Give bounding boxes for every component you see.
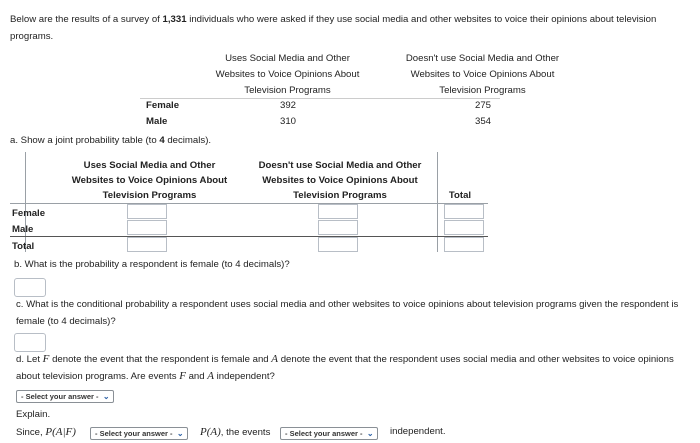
- intro-text: Below are the results of a survey of 1,331 individuals who were asked if they use social media and other websites to voice their opinions about television programs.: [10, 14, 657, 42]
- chevron-down-icon: ⌄: [102, 392, 110, 401]
- joint-row-label-female: Female: [12, 208, 46, 219]
- part-b-answer-input[interactable]: [14, 278, 46, 297]
- joint-input-total-not-uses[interactable]: [318, 237, 358, 252]
- joint-total-row-divider: [10, 236, 488, 237]
- joint-header-total: Total: [448, 190, 472, 201]
- joint-row-label-male: Male: [12, 224, 34, 235]
- p-a-given-f: P(A|F): [45, 426, 76, 438]
- chevron-down-icon: ⌄: [176, 429, 184, 438]
- survey-cell-male-uses: 310: [279, 116, 296, 127]
- events-independence-select[interactable]: - Select your answer - ⌄: [280, 427, 378, 440]
- joint-total-divider: [437, 152, 438, 252]
- survey-count: 1,331: [162, 14, 187, 25]
- part-c-prompt: c. What is the conditional probability a respondent uses social media and other websites to voice opinions about television programs given the respondent is female (to 4 decimals)?: [16, 299, 679, 327]
- survey-cell-female-uses: 392: [279, 100, 296, 111]
- joint-input-female-not-uses[interactable]: [318, 204, 358, 219]
- survey-cell-male-not-uses: 354: [474, 116, 491, 127]
- survey-header-uses: Uses Social Media and Other Websites to Voice Opinions About Television Programs: [215, 53, 360, 96]
- survey-header-divider: [140, 98, 500, 99]
- joint-input-male-not-uses[interactable]: [318, 220, 358, 235]
- independent-label: independent.: [390, 426, 446, 437]
- part-a-prompt: a. Show a joint probability table (to 4 decimals).: [10, 135, 212, 146]
- joint-input-total-uses[interactable]: [127, 237, 167, 252]
- joint-row-label-total: Total: [12, 241, 35, 252]
- joint-header-uses: Uses Social Media and Other Websites to Voice Opinions About Television Programs: [71, 160, 228, 201]
- events-statement: P(A), the events: [200, 426, 271, 438]
- survey-row-label-female: Female: [146, 100, 180, 111]
- joint-input-male-total[interactable]: [444, 220, 484, 235]
- joint-input-total-total[interactable]: [444, 237, 484, 252]
- comparison-select[interactable]: - Select your answer - ⌄: [90, 427, 188, 440]
- joint-header-not-uses: Doesn't use Social Media and Other Websites to Voice Opinions About Television Programs: [258, 160, 422, 201]
- joint-input-male-uses[interactable]: [127, 220, 167, 235]
- survey-row-label-male: Male: [146, 116, 168, 127]
- part-d-prompt: d. Let F denote the event that the respondent is female and A denote the event that the respondent uses social media and other websites to voice opinions about television programs. Are events F and A independent?: [16, 353, 674, 382]
- part-b-prompt: b. What is the probability a respondent is female (to 4 decimals)?: [14, 259, 290, 270]
- joint-header-divider: [10, 203, 488, 204]
- joint-input-female-uses[interactable]: [127, 204, 167, 219]
- independence-select[interactable]: - Select your answer - ⌄: [16, 390, 114, 403]
- part-c-answer-input[interactable]: [14, 333, 46, 352]
- survey-cell-female-not-uses: 275: [474, 100, 491, 111]
- explain-label: Explain.: [16, 409, 51, 420]
- joint-left-divider: [25, 152, 26, 252]
- since-statement: Since, P(A|F): [16, 426, 76, 438]
- chevron-down-icon: ⌄: [366, 429, 374, 438]
- p-a: P(A): [200, 426, 221, 438]
- survey-header-not-uses: Doesn't use Social Media and Other Websites to Voice Opinions About Television Programs: [405, 53, 560, 96]
- joint-input-female-total[interactable]: [444, 204, 484, 219]
